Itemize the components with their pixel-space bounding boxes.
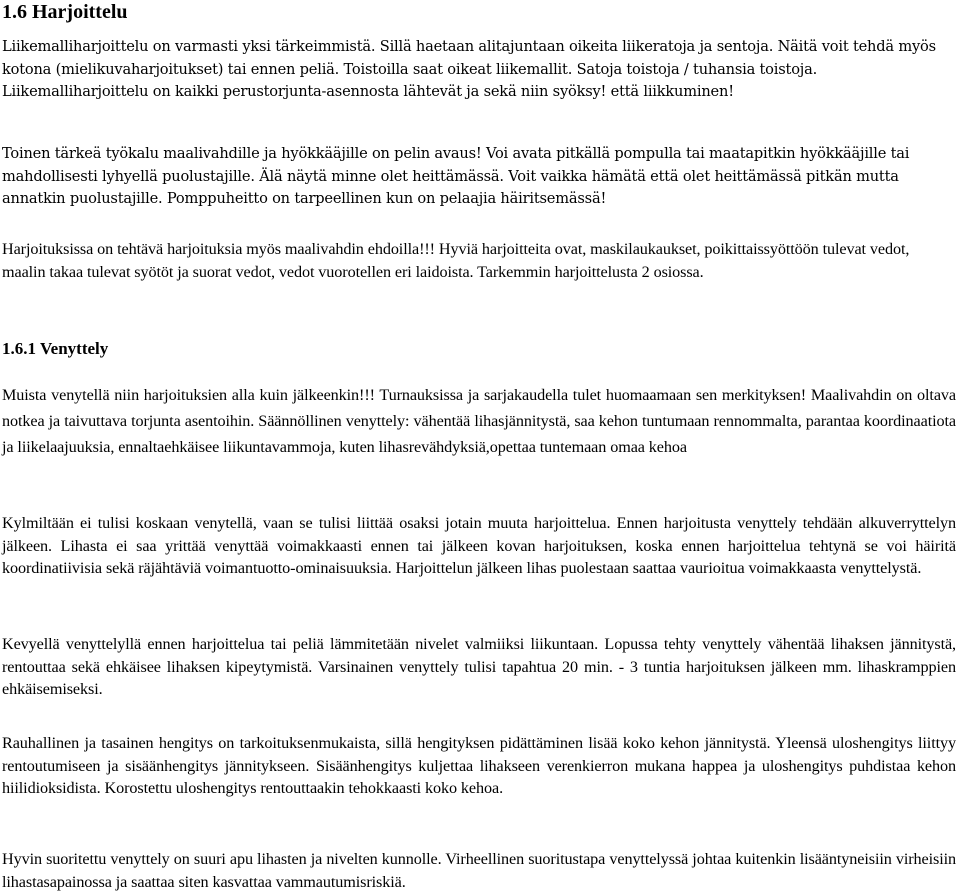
paragraph-kylmiltaan: Kylmiltään ei tulisi koskaan venytellä, vaan se tulisi liittää osaksi jotain muuta harjoittelua. Ennen harjoitusta venyttely tehdään alkuverryttelyn jälkeen. Lihasta ei saa yrittää venyttää voimakkaasti ennen tai jälkeen kovan harjoituksen, koska ennen harjoittelua tehtynä se voi häiritä koordinatiivisia sekä räjähtäviä voimantuotto-ominaisuuksia. Harjoittelun jälkeen lihas puolestaan saattaa vaurioitua voimakkaasta venyttelystä. (2, 514, 956, 577)
paragraph-hyvin-suoritettu: Hyvin suoritettu venyttely on suuri apu lihasten ja nivelten kunnolle. Virheellinen suoritustapa venyttelyssä johtaa kuitenkin lisääntyneisiin virheisiin lihastasapainossa ja saattaa siten kasvattaa vammautumisriskiä. (2, 850, 956, 891)
paragraph-harjoitukset: Harjoituksissa on tehtävä harjoituksia myös maalivahdin ehdoilla!!! Hyviä harjoitteita ovat, maskilaukaukset, poikittaissyöttöön tulevat vedot, maalin takaa tulevat syötöt ja suorat vedot, vedot vuorotellen eri laidoista. Tarkemmin harjoittelusta 2 osiossa. (2, 240, 910, 281)
paragraph-liikemalliharjoittelu: Liikemalliharjoittelu on varmasti yksi tärkeimmistä. Sillä haetaan alitajuntaan oikeita liikeratoja ja sentoja. Näitä voit tehdä myös kotona (mielikuvaharjoitukset) tai ennen peliä. Toistoilla saat oikeat liikemallit. Satoja toistoja / tuhansia toistoja. Liikemalliharjoittelu on kaikki perustorjunta-asennosta lähtevät ja sekä niin syöksy! että liikkuminen! (2, 38, 936, 100)
paragraph-venyttely-intro: Muista venytellä niin harjoituksien alla kuin jälkeenkin!!! Turnauksissa ja sarjakaudella tulet huomaamaan sen merkityksen! Maalivahdin on oltava notkea ja taivuttava torjunta asentoihin. Säännöllinen venyttely: vähentää lihasjännitystä, saa kehon tuntumaan rennommalta, parantaa koordinaatiota ja liikelaajuuksia, ennaltaehkäisee liikuntavammoja, kuten lihasrevähdyksiä,opettaa tuntemaan omaa kehoa (2, 386, 956, 456)
paragraph-hengitys: Rauhallinen ja tasainen hengitys on tarkoituksenmukaista, sillä hengityksen pidättäminen lisää koko kehon jännitystä. Yleensä uloshengitys liittyy rentoutumiseen ja sisäänhengitys jännitykseen. Sisäänhengitys kuljettaa lihakseen verenkierron mukana happea ja uloshengitys puhdistaa kehon hiilidioksidista. Korostettu uloshengitys rentouttaakin tehokkaasti koko kehoa. (2, 734, 956, 797)
subsection-title: 1.6.1 Venyttely (2, 339, 109, 358)
paragraph-kevyella-venyttelylla: Kevyellä venyttelyllä ennen harjoittelua tai peliä lämmitetään nivelet valmiiksi liikuntaan. Lopussa tehty venyttely vähentää lihaksen jännitystä, rentouttaa sekä ehkäisee lihaksen kipeytymistä. Varsinainen venyttely tulisi tapahtua 20 min. - 3 tuntia harjoituksen jälkeen mm. lihaskramppien ehkäisemiseksi. (2, 635, 956, 698)
paragraph-pelin-avaus: Toinen tärkeä työkalu maalivahdille ja hyökkääjille on pelin avaus! Voi avata pitkällä pompulla tai maatapitkin hyökkääjille tai mahdollisesti lyhyellä puolustajille. Älä näytä minne olet heittämässä. Voit vaikka hämätä että olet heittämässä pitkän mutta annatkin puolustajille. Pomppuheitto on tarpeellinen kun on pelaajia häiritsemässä! (2, 145, 910, 207)
section-title: 1.6 Harjoittelu (2, 1, 128, 23)
